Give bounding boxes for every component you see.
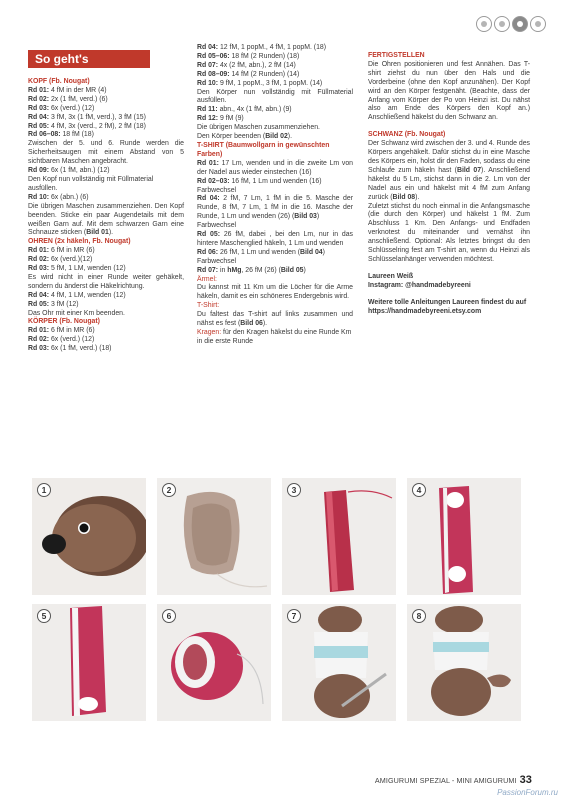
magazine-title: AMIGURUMI SPEZIAL - MINI AMIGURUMI: [374, 776, 517, 785]
photo-2: 2: [157, 478, 271, 595]
watermark: PassionForum.ru: [497, 788, 558, 797]
crochet-body-shirt-hook-image: [282, 604, 396, 721]
section-title: So geht's: [28, 50, 150, 68]
schwanz-heading: SCHWANZ (Fb. Nougat): [368, 131, 446, 139]
ohren-note: Es wird nicht in einer Runde weiter gehäkelt, sondern du änderst die Häkelrichtung.: [28, 273, 184, 290]
photo-8: 8: [407, 604, 521, 721]
photo-5: 5: [32, 604, 146, 721]
photo-4: 4: [407, 478, 521, 595]
photo-6: 6: [157, 604, 271, 721]
circle-icon: [476, 16, 492, 32]
fertig-heading: FERTIGSTELLEN: [368, 52, 425, 59]
photo-7: 7: [282, 604, 396, 721]
crochet-body-image: [157, 478, 271, 595]
page-number: 33: [519, 774, 532, 786]
tshirt-heading: T-SHIRT (Baumwollgarn in gewünschten Farben): [197, 141, 330, 158]
photo-3: 3: [282, 478, 396, 595]
column-2: Rd 04: 12 fM, 1 popM., 4 fM, 1 popM. (18) Rd 05–06: 18 fM (2 Runden) (18) Rd 07: 4x (2 fM, abn.), 2 fM (14) Rd 08–09: 14 fM (2 Runden) (14) Rd 10: 9 fM, 1 popM., 3 fM, 1 popM. (14) Den Körper nun vollständig mit Füllmaterial ausfüllen. Rd 11: abn., 4x (1 fM, abn.) (9) Rd 12: 9 fM (9) Die übrigen Maschen zusammenziehen. Den Körper beenden (Bild 02). T-SHIRT (Baumwollgarn in gewünschten Farben) Rd 01: 17 Lm, wenden und in die zweite Lm von der Nadel aus wieder einstechen (16) Rd 02–03: 16 fM, 1 Lm und wenden (16) Farbwechsel Rd 04: 2 fM, 7 Lm, 1 fM in die 5. Masche der Runde, 8 fM, 7 Lm, 1 fM in die 16. Masche der Runde, 1 Lm und wenden (26) (Bild 03) Farbwechsel Rd 05: 26 fM, dabei , bei den Lm, nur in das hintere Maschenglied häkeln, 1 Lm und wenden Rd 06: 26 fM, 1 Lm und wenden (Bild 04) Farbwechsel Rd 07: in hMg, 26 fM (26) (Bild 05) Ärmel: Du kannst mit 11 Km um die Löcher für die Arme häkeln, damit es ein schöneres Endergebnis wird. T-Shirt: Du faltest das T-shirt auf links zusammen und nähst es fest (Bild 06). Kragen: für den Kragen häkelst du eine Runde Km in die erste Runde: [197, 44, 353, 345]
kopf-rows: Rd 01: 4 fM in der MR (4) Rd 02: 2x (1 fM, verd.) (6) Rd 03: 6x (verd.) (12) Rd 04: 3 fM, 3x (1 fM, verd.), 3 fM (15) Rd 05: 4 fM, 3x (verd., 2 fM), 2 fM (18) Rd 06–08: 18 fM (18): [28, 86, 146, 139]
circle-icon: [494, 16, 510, 32]
circle-icon-active: [512, 16, 528, 32]
ohren-note: Das Ohr mit einer Km beenden.: [28, 309, 125, 317]
kopf-note: Den Kopf nun vollständig mit Füllmaterial ausfüllen.: [28, 175, 154, 192]
column-1: So geht's KOPF (Fb. Nougat) Rd 01: 4 fM in der MR (4) Rd 02: 2x (1 fM, verd.) (6) Rd 03: 6x (verd.) (12) Rd 04: 3 fM, 3x (1 fM, verd.), 3 fM (15) Rd 05: 4 fM, 3x (verd., 2 fM), 2 fM (18) Rd 06–08: 18 fM (18) Zwischen der 5. und 6. Runde werden die Sicherheitsaugen mit einem Abstand von 5 sichtbaren Maschen angebracht. Rd 09: 6x (1 fM, abn.) (12) Den Kopf nun vollständig mit Füllmaterial ausfüllen. Rd 10: 6x (abn.) (6) Die übrigen Maschen zusammenziehen. Den Kopf beenden. Sticke ein paar Augendetails mit dem weißen Garn auf. Mit dem schwarzen Garn eine Schnauze sticken (Bild 01). OHREN (2x häkeln, Fb. Nougat) Rd 01: 6 fM in MR (6) Rd 02: 6x (verd.)(12) Rd 03: 5 fM, 1 LM, wenden (12) Es wird nicht in einer Runde weiter gehäkelt, sondern du änderst die Häkelrichtung. Rd 04: 4 fM, 1 LM, wenden (12) Rd 05: 3 fM (12) Das Ohr mit einer Km beenden. KÖRPER (Fb. Nougat) Rd 01: 6 fM in MR (6) Rd 02: 6x (verd.) (12) Rd 03: 6x (1 fM, verd.) (18): [28, 52, 184, 353]
crochet-head-image: [32, 478, 146, 595]
etsy-link[interactable]: Weitere tolle Anleitungen Laureen findest du auf https://handmadebyreeni.etsy.com: [368, 298, 527, 315]
koerper-heading: KÖRPER (Fb. Nougat): [28, 318, 100, 326]
kopf-note: Zwischen der 5. und 6. Runde werden die Sicherheitsaugen mit einem Abstand von 5 sichtbaren Maschen angebracht.: [28, 140, 184, 166]
ohren-heading: OHREN (2x häkeln, Fb. Nougat): [28, 238, 131, 246]
crochet-strip-image: [282, 478, 396, 595]
author: Laureen Weiß: [368, 272, 414, 280]
crochet-shirt-roll-image: [157, 604, 271, 721]
photo-1: 1: [32, 478, 146, 595]
column-3: FERTIGSTELLEN Die Ohren positionieren und fest Annähen. Das T-shirt ziehst du nun über den Hals und die Vorderbeine (ohne den Kopf anzunähen). Der Kopf wird an den Körper festgenäht. (Beachte, dass der Anfang vom Körper der Po von Heinzi ist. Du nähst also am Ende des Körpers den Kopf an.) Anschließend häkelst du den Schwanz an. SCHWANZ (Fb. Nougat) Der Schwanz wird zwischen der 3. und 4. Runde des Körpers angehäkelt. Dafür stichst du in eine Masche des Körpers ein, holst dir den Faden, sodass du eine Schlaufe zum häkeln hast (Bild 07). Anschließend häkelst du 5 Lm, stichst dann in die 2. Lm von der Nadel aus ein und häkelst mit 4 fM zum Anfang zurück (Bild 08). Zuletzt stichst du noch einmal in die Anfangsmasche (die durch den Körper) und häkelst 1 fM. Zum Abschluss 1 Km. Den Anfangs- und Endfaden verknotest du miteinander und vernähst ihn anschließend. Optional: Als letztes bringst du den Schlüsselring fest am T-shirt an, wenn du Heinzi als Schlüsselanhänger verwenden möchtest. Laureen Weiß Instagram: @handmadebyreeni Weitere tolle Anleitungen Laureen findest du auf https://handmadebyreeni.etsy.com: [368, 52, 531, 315]
circle-icon: [530, 16, 546, 32]
instagram-handle: Instagram: @handmadebyreeni: [368, 281, 471, 289]
page-footer: [375, 774, 532, 786]
crochet-strip-white-image: [32, 604, 146, 721]
crochet-strip-hole-image: [407, 478, 521, 595]
page-nav-icons: [476, 16, 546, 32]
crochet-tail-image: [407, 604, 521, 721]
photo-grid: [32, 478, 522, 722]
kopf-heading: KOPF (Fb. Nougat): [28, 78, 90, 85]
kopf-note: Die übrigen Maschen zusammenziehen. Den Kopf beenden. Sticke ein paar Augendetails mit dem weißen Garn auf. Mit dem schwarzen Garn eine Schnauze sticken (Bild 01).: [28, 202, 184, 237]
